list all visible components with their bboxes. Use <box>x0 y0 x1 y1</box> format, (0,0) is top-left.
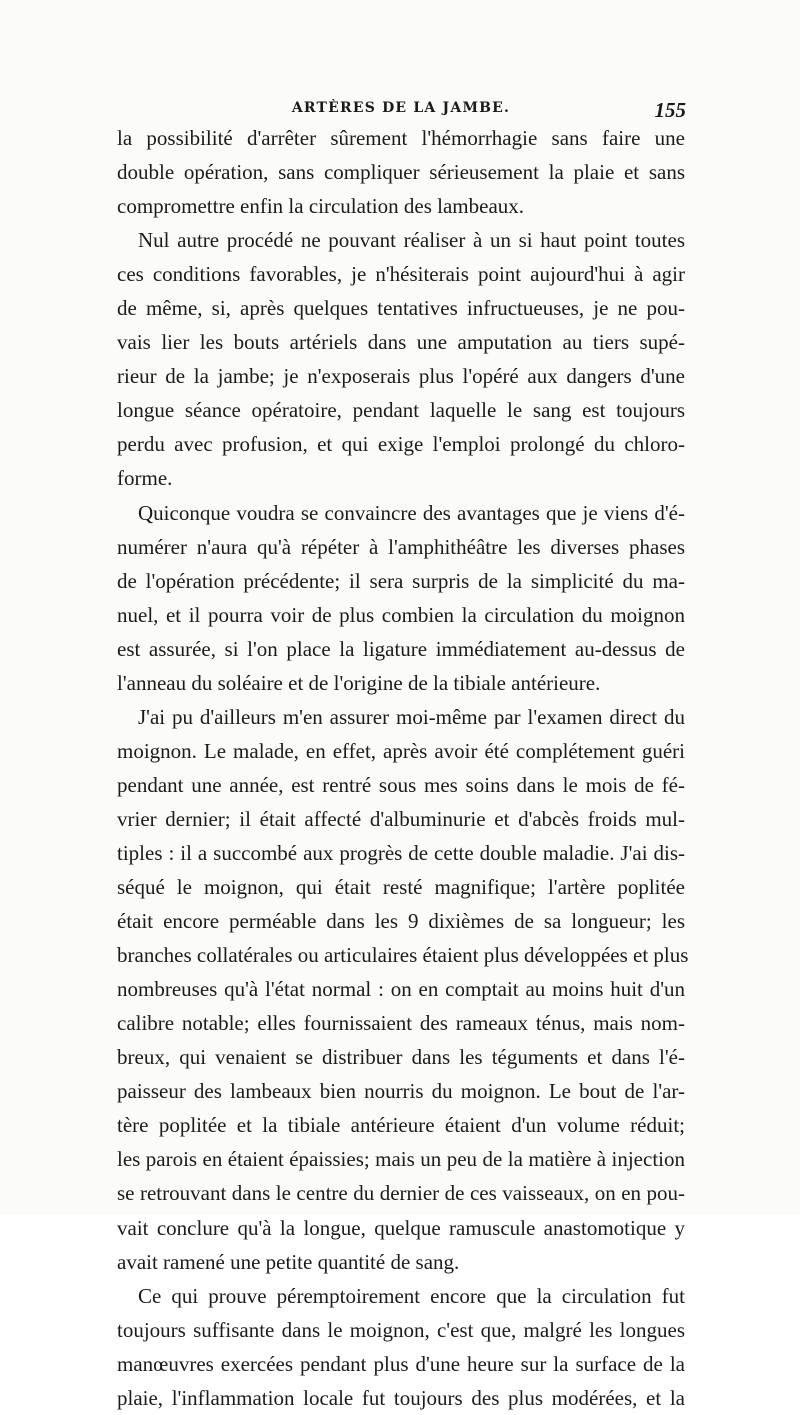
text-line: vrier dernier; il était affecté d'albuminurie et d'abcès froids mul- <box>117 806 685 831</box>
text-line: numérer n'aura qu'à répéter à l'amphithéâtre les diverses phases <box>117 534 685 559</box>
text-line: calibre notable; elles fournissaient des rameaux ténus, mais nom- <box>117 1011 685 1036</box>
text-line: vait conclure qu'à la longue, quelque ramuscule anastomotique y <box>117 1215 685 1240</box>
text-line: la possibilité d'arrêter sûrement l'hémorrhagie sans faire une <box>117 126 685 150</box>
text-line: rieur de la jambe; je n'exposerais plus l'opéré aux dangers d'une <box>117 364 685 389</box>
text-line: perdu avec profusion, et qui exige l'emploi prolongé du chloro- <box>117 432 685 457</box>
page-body <box>117 121 689 1415</box>
text-line: de même, si, après quelques tentatives infructueuses, je ne pou- <box>117 296 685 321</box>
text-line: se retrouvant dans le centre du dernier de ces vaisseaux, on en pou- <box>117 1181 685 1206</box>
paragraph-first-line: Quiconque voudra se convaincre des avantages que je viens d'é- <box>138 500 685 525</box>
text-line: plaie, l'inflammation locale fut toujours des plus modérées, et la <box>117 1385 685 1410</box>
text-line: tère poplitée et la tibiale antérieure étaient d'un volume réduit; <box>117 1113 685 1138</box>
text-line: tiples : il a succombé aux progrès de cette double maladie. J'ai dis- <box>117 840 685 865</box>
text-line: manœuvres exercées pendant plus d'une heure sur la surface de la <box>117 1351 685 1376</box>
paragraph-first-line: Nul autre procédé ne pouvant réaliser à un si haut point toutes <box>138 228 685 253</box>
text-line: nuel, et il pourra voir de plus combien la circulation du moignon <box>117 602 685 627</box>
paragraph-first-line: Ce qui prouve péremptoirement encore que la circulation fut <box>138 1283 685 1308</box>
text-line: compromettre enfin la circulation des lambeaux. <box>117 194 525 219</box>
running-title: ARTÈRES DE LA JAMBE. <box>291 100 511 116</box>
paragraph-first-line: J'ai pu d'ailleurs m'en assurer moi-même par l'examen direct du <box>138 704 685 729</box>
text-line: paisseur des lambeaux bien nourris du moignon. Le bout de l'ar- <box>117 1079 685 1104</box>
text-line: avait ramené une petite quantité de sang. <box>117 1249 460 1274</box>
text-line: est assurée, si l'on place la ligature immédiatement au-dessus de <box>117 636 685 661</box>
text-line: de l'opération précédente; il sera surpris de la simplicité du ma- <box>117 568 685 593</box>
text-line: pendant une année, est rentré sous mes soins dans le mois de fé- <box>117 772 685 797</box>
text-line: vais lier les bouts artériels dans une amputation au tiers supé- <box>117 330 685 355</box>
text-line: l'anneau du soléaire et de l'origine de la tibiale antérieure. <box>117 670 601 695</box>
text-line: ces conditions favorables, je n'hésiterais point aujourd'hui à agir <box>117 262 685 287</box>
text-line: forme. <box>117 466 173 491</box>
text-line: toujours suffisante dans le moignon, c'est que, malgré les longues <box>117 1317 685 1342</box>
text-line: moignon. Le malade, en effet, après avoir été complétement guéri <box>117 738 685 763</box>
text-line: les parois en étaient épaissies; mais un peu de la matière à injection <box>117 1147 685 1172</box>
text-line: était encore perméable dans les 9 dixièmes de sa longueur; les <box>117 909 685 934</box>
text-line: nombreuses qu'à l'état normal : on en comptait au moins huit d'un <box>117 977 685 1002</box>
page-number: 155 <box>654 98 686 122</box>
text-line: longue séance opératoire, pendant laquelle le sang est toujours <box>117 398 685 423</box>
text-line: branches collatérales ou articulaires étaient plus développées et plus <box>117 943 689 968</box>
text-line: séqué le moignon, qui était resté magnifique; l'artère poplitée <box>117 875 685 900</box>
text-line: double opération, sans compliquer sérieusement la plaie et sans <box>117 160 685 185</box>
text-line: breux, qui venaient se distribuer dans les téguments et dans l'é- <box>117 1045 685 1070</box>
